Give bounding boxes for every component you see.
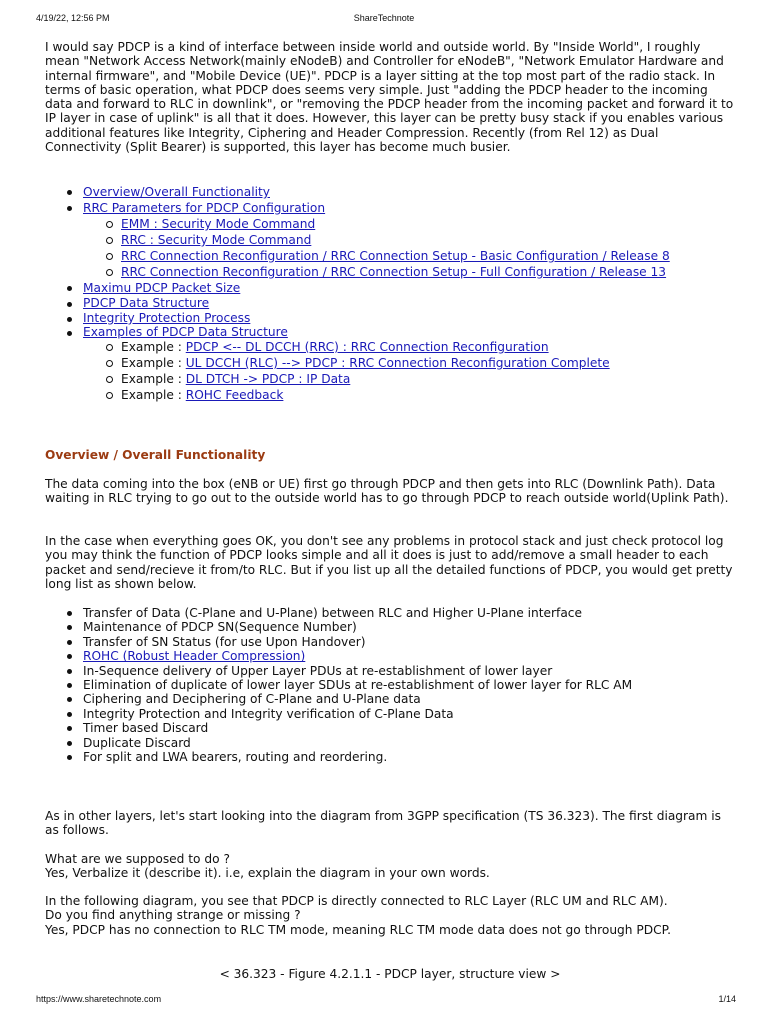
toc-item <box>45 296 735 311</box>
example-prefix: Example : <box>121 388 182 402</box>
pdcp-rlc-line-3: Yes, PDCP has no connection to RLC TM mode, meaning RLC TM mode data does not go through PDCP. <box>45 922 671 937</box>
figure-caption: < 36.323 - Figure 4.2.1.1 - PDCP layer, structure view > <box>219 967 561 981</box>
toc-item <box>45 184 735 200</box>
section-overview <box>45 448 735 462</box>
overview-paragraph-1: The data coming into the box (eNB or UE) first go through PDCP and then gets into RLC (Downlink Path). Data waiting in RLC trying to go out to the outside world has to go through PDCP to reach outside world(Uplink Path). <box>45 477 729 506</box>
example-prefix: Example : <box>121 372 182 386</box>
print-datetime: 4/19/22, 12:56 PM <box>36 13 110 23</box>
toc-subitem <box>45 387 735 403</box>
toc-link-example-rohc[interactable]: ROHC Feedback <box>185 388 284 402</box>
article-body <box>45 40 735 154</box>
function-list <box>45 606 735 764</box>
function-list-box <box>45 606 735 764</box>
section-heading: Overview / Overall Functionality <box>45 448 266 462</box>
function-item: For split and LWA bearers, routing and reordering. <box>45 750 735 764</box>
toc-link-examples[interactable]: Examples of PDCP Data Structure <box>83 325 288 339</box>
function-item: Maintenance of PDCP SN(Sequence Number) <box>45 620 735 634</box>
function-item: Ciphering and Deciphering of C-Plane and U-Plane data <box>45 692 735 706</box>
toc-link-data-structure[interactable]: PDCP Data Structure <box>83 296 210 310</box>
function-item: In-Sequence delivery of Upper Layer PDUs at re-establishment of lower layer <box>45 664 735 678</box>
function-item <box>45 649 735 663</box>
overview-paragraph-2: In the case when everything goes OK, you don't see any problems in protocol stack and just check protocol log you may think the function of PDCP looks simple and all it does is just to add/remove a small header to each packet and send/recieve it from/to RLC. But if you list up all the detailed functions of PDCP, you would get pretty long list as shown below. <box>45 534 733 591</box>
print-footer-url: https://www.sharetechnote.com <box>36 994 162 1004</box>
function-item: Timer based Discard <box>45 721 735 735</box>
table-of-contents <box>45 184 735 403</box>
toc-item <box>45 311 735 325</box>
toc-item <box>45 325 735 403</box>
toc-subitem <box>45 232 735 248</box>
toc-link-integrity[interactable]: Integrity Protection Process <box>83 311 251 325</box>
toc-link-emm-smc[interactable]: EMM : Security Mode Command <box>121 217 316 231</box>
toc-subitem <box>45 264 735 280</box>
pdcp-rlc-line-2: Do you find anything strange or missing ? <box>45 908 301 923</box>
toc-link-overview[interactable]: Overview/Overall Functionality <box>83 185 270 199</box>
toc-link-example-dl-dtch[interactable]: DL DTCH -> PDCP : IP Data <box>185 372 351 386</box>
toc-subitem <box>45 339 735 355</box>
function-item: Transfer of SN Status (for use Upon Handover) <box>45 635 735 649</box>
toc-item <box>45 200 735 280</box>
question-line: What are we supposed to do ? <box>45 852 230 866</box>
rohc-link[interactable]: ROHC (Robust Header Compression) <box>83 649 306 664</box>
answer-line: Yes, Verbalize it (describe it). i.e, explain the diagram in your own words. <box>45 866 490 881</box>
toc-link-rrc-full-config[interactable]: RRC Connection Reconfiguration / RRC Connection Setup - Full Configuration / Release 13 <box>121 265 667 279</box>
toc-link-rrc-basic-config[interactable]: RRC Connection Reconfiguration / RRC Connection Setup - Basic Configuration / Release 8 <box>121 249 670 263</box>
toc-subitem <box>45 216 735 232</box>
function-item: Integrity Protection and Integrity verification of C-Plane Data <box>45 707 735 721</box>
question-box <box>45 852 735 881</box>
example-prefix: Example : <box>121 356 182 370</box>
function-item: Duplicate Discard <box>45 736 735 750</box>
print-site-title: ShareTechnote <box>353 13 415 23</box>
toc-link-max-size[interactable]: Maximu PDCP Packet Size <box>83 281 241 295</box>
diagram-intro-box <box>45 809 735 838</box>
toc-link-example-dl-dcch[interactable]: PDCP <-- DL DCCH (RRC) : RRC Connection Reconfiguration <box>185 340 549 354</box>
intro-paragraph: I would say PDCP is a kind of interface between inside world and outside world. By "Inside World", I roughly mean "Network Access Network(mainly eNodeB) and Controller for eNodeB", "Network Emulator Hardware and internal firmware", and "Mobile Device (UE)". PDCP is a layer sitting at the top most part of the radio stack. In terms of basic operation, what PDCP does seems very simple. Just "adding the PDCP header to the incoming data and forward to RLC in downlink", or "removing the PDCP header from the incoming packet and forward it to IP layer in case of uplink" is all that it does. However, this layer can be pretty busy stack if you enables various additional features like Integrity, Ciphering and Header Compression. Recently (from Rel 12) as Dual Connectivity (Split Bearer) is supported, this layer has become much busier. <box>45 40 734 155</box>
function-item: Transfer of Data (C-Plane and U-Plane) between RLC and Higher U-Plane interface <box>45 606 735 620</box>
toc-link-example-ul-dcch[interactable]: UL DCCH (RLC) --> PDCP : RRC Connection Reconfiguration Complete <box>185 356 610 370</box>
example-prefix: Example : <box>121 340 182 354</box>
print-page-number: 1/14 <box>718 994 736 1004</box>
overview-paragraph-1-box <box>45 477 735 506</box>
toc-subitem <box>45 248 735 264</box>
pdcp-rlc-box <box>45 894 735 937</box>
figure-caption-box <box>45 967 735 981</box>
toc-item <box>45 280 735 296</box>
overview-paragraph-2-box <box>45 534 735 591</box>
toc-link-rrc-smc[interactable]: RRC : Security Mode Command <box>121 233 312 247</box>
toc-subitem <box>45 371 735 387</box>
diagram-intro-paragraph: As in other layers, let's start looking into the diagram from 3GPP specification (TS 36.323). The first diagram is as follows. <box>45 809 722 838</box>
toc-link-rrc-params[interactable]: RRC Parameters for PDCP Configuration <box>83 201 326 215</box>
pdcp-rlc-line-1: In the following diagram, you see that PDCP is directly connected to RLC Layer (RLC UM and RLC AM). <box>45 894 668 908</box>
toc-subitem <box>45 355 735 371</box>
print-header <box>0 4 768 24</box>
function-item: Elimination of duplicate of lower layer SDUs at re-establishment of lower layer for RLC AM <box>45 678 735 692</box>
